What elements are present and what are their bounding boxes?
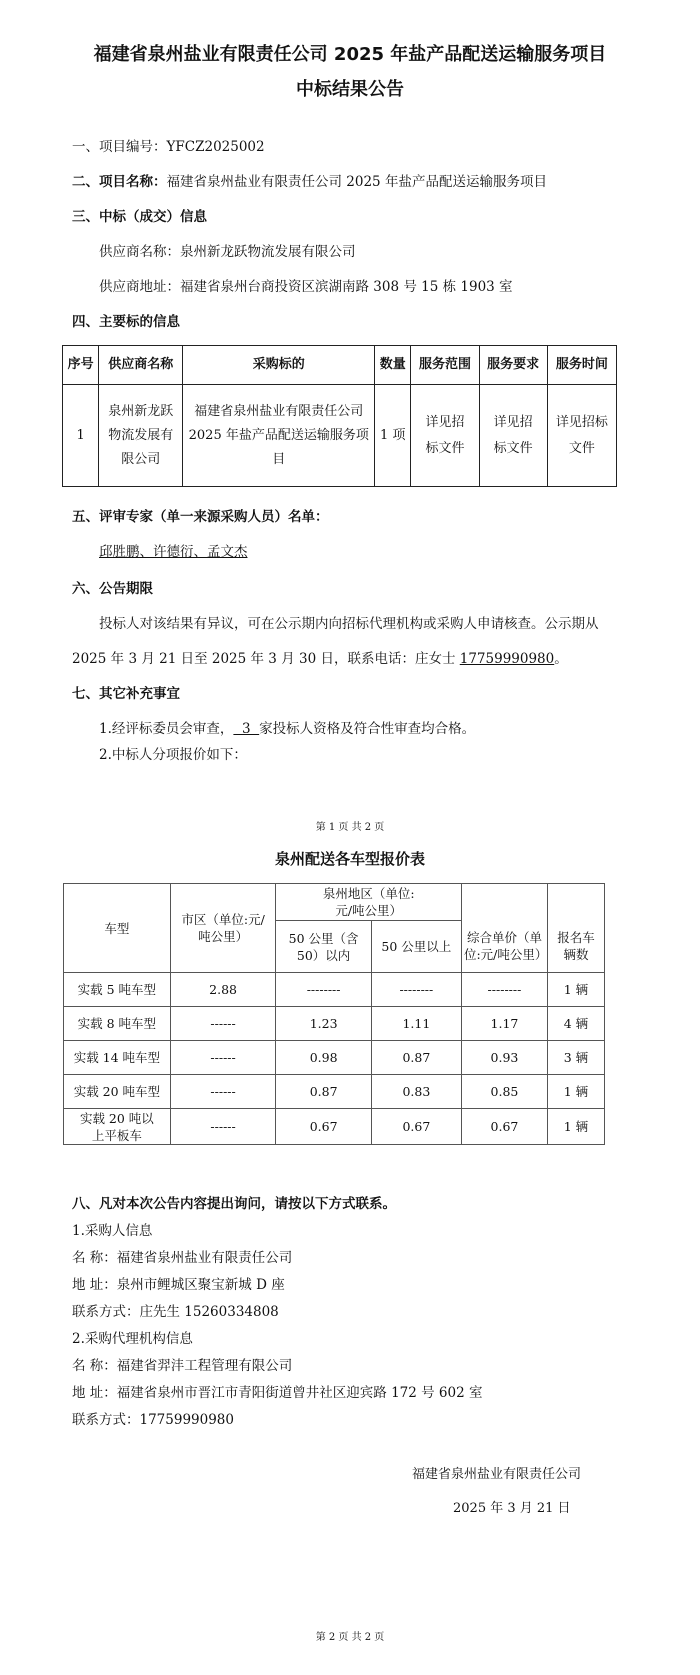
table-cell: ------: [170, 1041, 276, 1075]
col-header: 序号: [63, 346, 99, 385]
section-main-items: 四、主要标的信息: [72, 314, 180, 330]
col-header-city: 市区（单位:元/吨公里）: [170, 884, 276, 973]
qualified-count: 3: [233, 721, 260, 737]
agent-contact: 联系方式：17759990980: [72, 1412, 234, 1428]
agent-name: 名 称：福建省羿沣工程管理有限公司: [72, 1358, 293, 1374]
col-header-unit: 综合单价（单位:元/吨公里）: [461, 921, 547, 973]
col-header-count: 报名车辆数: [547, 921, 604, 973]
notice-phone: 17759990980: [459, 651, 555, 667]
table-header-row: [63, 346, 617, 385]
section-experts: 五、评审专家（单一来源采购人员）名单：: [72, 509, 329, 525]
table-row: [64, 1109, 605, 1145]
table-cell: ------: [170, 1075, 276, 1109]
table-cell: 实载 14 吨车型: [64, 1041, 171, 1075]
page-footer-1: 第 1 页 共 2 页: [315, 822, 385, 833]
table-cell: 0.93: [461, 1041, 547, 1075]
section-award-info: 三、中标（成交）信息: [72, 209, 207, 225]
table-cell: 泉州新龙跃物流发展有限公司: [99, 385, 183, 487]
main-items-table: [62, 345, 617, 487]
table-cell: ------: [170, 1007, 276, 1041]
col-header: 服务要求: [479, 346, 547, 385]
project-name-value: 福建省泉州盐业有限责任公司 2025 年盐产品配送运输服务项目: [166, 174, 547, 190]
table-cell: 1: [63, 385, 99, 487]
table-cell: 1.11: [371, 1007, 461, 1041]
agent-address: 地 址：福建省泉州市晋江市青阳街道曾井社区迎宾路 172 号 602 室: [72, 1385, 483, 1401]
col-header: 服务范围: [411, 346, 479, 385]
table-cell: 1 辆: [547, 973, 604, 1007]
supplement-item-1: [99, 717, 475, 737]
section-contact: 八、凡对本次公告内容提出询问，请按以下方式联系。: [72, 1196, 396, 1212]
table-row: [64, 1075, 605, 1109]
page-footer-2: 第 2 页 共 2 页: [315, 1632, 385, 1643]
col-header: 服务时间: [547, 346, 616, 385]
table-cell: 0.87: [371, 1041, 461, 1075]
supplement-item-2: 2.中标人分项报价如下：: [99, 747, 247, 763]
table-cell: 实载 8 吨车型: [64, 1007, 171, 1041]
table-cell: --------: [461, 973, 547, 1007]
price-table: [63, 883, 605, 1145]
supplier-address: 供应商地址：福建省泉州台商投资区滨湖南路 308 号 15 栋 1903 室: [99, 279, 513, 295]
table-cell: --------: [276, 973, 371, 1007]
notice-text-2: [72, 647, 568, 667]
table-row: [64, 1041, 605, 1075]
table-cell: 实载 20 吨车型: [64, 1075, 171, 1109]
notice-period-dates: 2025 年 3 月 21 日至 2025 年 3 月 30 日，联系电话：庄女士: [72, 651, 460, 667]
notice-period-end: 。: [554, 651, 568, 667]
table-cell: 详见招标文件: [547, 385, 616, 487]
table-cell: 4 辆: [547, 1007, 604, 1041]
section-supplement: 七、其它补充事宜: [72, 686, 180, 702]
table-row: [64, 973, 605, 1007]
notice-text-1: 投标人对该结果有异议，可在公示期内向招标代理机构或采购人申请核查。公示期从: [99, 616, 599, 632]
table-row: [63, 385, 617, 487]
supplement-item-1-pre: 1.经评标委员会审查，: [99, 721, 234, 737]
table-cell: 2.88: [170, 973, 276, 1007]
doc-title-line2: 中标结果公告: [296, 79, 404, 100]
project-name: [72, 170, 547, 190]
table-cell: 0.85: [461, 1075, 547, 1109]
col-header-over: 50 公里以上: [371, 921, 461, 973]
table-cell: ------: [170, 1109, 276, 1145]
table-cell: 0.98: [276, 1041, 371, 1075]
col-header-region: 泉州地区（单位:元/吨公里）: [276, 884, 462, 921]
project-number: 一、项目编号：YFCZ2025002: [72, 139, 265, 155]
col-header: 数量: [375, 346, 411, 385]
agent-heading: 2.采购代理机构信息: [72, 1331, 193, 1347]
table-cell: 0.83: [371, 1075, 461, 1109]
supplement-item-1-post: 家投标人资格及符合性审查均合格。: [259, 721, 476, 737]
buyer-heading: 1.采购人信息: [72, 1223, 153, 1239]
table-cell: 3 辆: [547, 1041, 604, 1075]
col-header-within: 50 公里（含 50）以内: [276, 921, 371, 973]
col-header: 供应商名称: [99, 346, 183, 385]
table-cell: --------: [371, 973, 461, 1007]
table-cell: 0.87: [276, 1075, 371, 1109]
section-notice-period: 六、公告期限: [72, 581, 153, 597]
table-row: [64, 1007, 605, 1041]
table-cell: 实载 20 吨以上平板车: [64, 1109, 171, 1145]
project-name-label: 二、项目名称：: [72, 174, 167, 190]
buyer-name: 名 称：福建省泉州盐业有限责任公司: [72, 1250, 293, 1266]
table-cell: 1.23: [276, 1007, 371, 1041]
col-header: 采购标的: [183, 346, 375, 385]
table-cell: 0.67: [371, 1109, 461, 1145]
signature-org: 福建省泉州盐业有限责任公司: [412, 1467, 582, 1482]
table-cell: 0.67: [461, 1109, 547, 1145]
table-cell: 详见招标文件: [411, 385, 479, 487]
buyer-contact: 联系方式：庄先生 15260334808: [72, 1304, 279, 1320]
table-cell: 详见招标文件: [479, 385, 547, 487]
table-cell: 0.67: [276, 1109, 371, 1145]
table-cell: 实载 5 吨车型: [64, 973, 171, 1007]
table-cell: 1.17: [461, 1007, 547, 1041]
col-header-blank: [547, 884, 604, 921]
table-cell: 1 项: [375, 385, 411, 487]
table-cell: 1 辆: [547, 1075, 604, 1109]
expert-list: 邱胜鹏、许德衍、孟文杰: [99, 544, 248, 560]
col-header-type: 车型: [64, 884, 171, 973]
price-table-title: 泉州配送各车型报价表: [274, 850, 425, 868]
table-cell: 福建省泉州盐业有限责任公司 2025 年盐产品配送运输服务项目: [183, 385, 375, 487]
table-cell: 1 辆: [547, 1109, 604, 1145]
supplier-name: 供应商名称：泉州新龙跃物流发展有限公司: [99, 244, 356, 260]
signature-date: 2025 年 3 月 21 日: [453, 1501, 571, 1516]
doc-title-line1: 福建省泉州盐业有限责任公司 2025 年盐产品配送运输服务项目: [93, 44, 607, 65]
col-header-blank: [461, 884, 547, 921]
buyer-address: 地 址：泉州市鲤城区聚宝新城 D 座: [72, 1277, 285, 1293]
table-header-row: [64, 884, 605, 921]
